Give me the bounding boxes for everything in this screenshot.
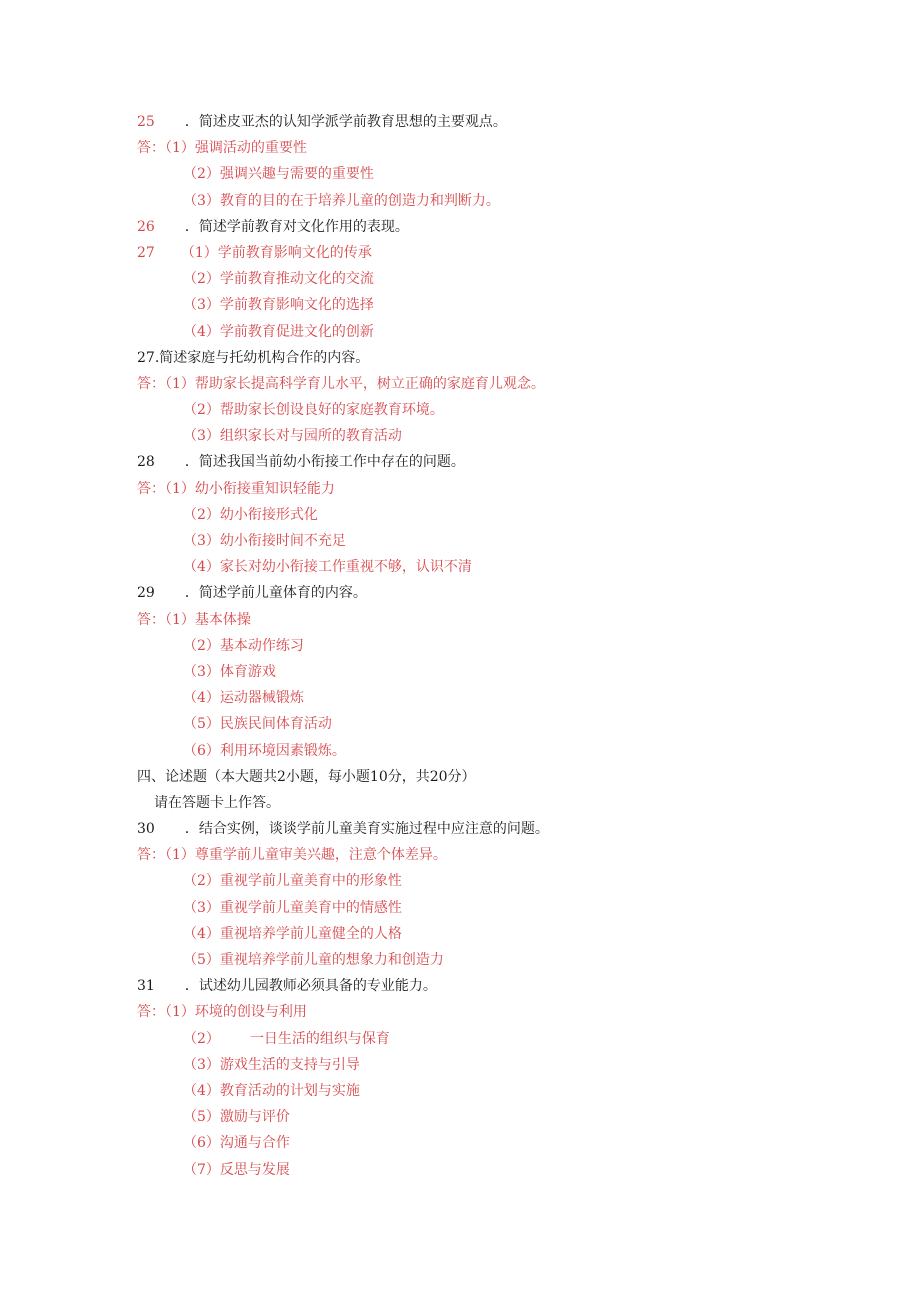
answer-30-item-4: （4）重视培养学前儿童健全的人格	[183, 925, 402, 942]
question-27: 27.简述家庭与托幼机构合作的内容。	[137, 349, 370, 366]
answer-26-item-3: （3）学前教育影响文化的选择	[183, 297, 374, 314]
section-instruction: 请在答题卡上作答。	[154, 794, 280, 811]
answer-29-item-4: （4）运动器械锻炼	[183, 690, 304, 707]
section-heading: 四、论述题（本大题共2小题，每小题10分，共20分）	[137, 768, 476, 785]
answer-text: （1）环境的创设与利用	[165, 1004, 307, 1021]
question-29	[0, 580, 920, 606]
answer-27-item-2: （2）帮助家长创设良好的家庭教育环境。	[183, 402, 444, 419]
answer-31-item-3: （3）游戏生活的支持与引导	[183, 1056, 360, 1073]
question-number: 30	[137, 821, 155, 838]
answer-30-item-1	[0, 842, 920, 868]
answer-text: （1）尊重学前儿童审美兴趣，注意个体差异。	[165, 847, 447, 864]
answer-31-item-2	[0, 1026, 920, 1052]
answer-27-item-3: （3）组织家长对与园所的教育活动	[183, 428, 402, 445]
answer-28-item-3: （3）幼小衔接时间不充足	[183, 533, 346, 549]
question-number: 29	[137, 585, 155, 602]
answer-26-item-2: （2）学前教育推动文化的交流	[183, 271, 374, 288]
answer-label: 答：	[137, 1004, 165, 1021]
answer-31-item-1	[0, 999, 920, 1025]
answer-31-item-6: （6）沟通与合作	[183, 1135, 290, 1152]
answer-label: 答：	[137, 480, 165, 497]
question-30	[0, 816, 920, 842]
question-26	[0, 214, 920, 240]
question-number: 26	[137, 218, 155, 235]
answer-30-item-3: （3）重视学前儿童美育中的情感性	[183, 899, 402, 916]
answer-label: 27	[137, 244, 155, 261]
answer-26-item-4: （4）学前教育促进文化的创新	[183, 323, 374, 340]
question-31	[0, 973, 920, 999]
question-text: ．试述幼儿园教师必须具备的专业能力。	[184, 978, 437, 995]
answer-28-item-2: （2）幼小衔接形式化	[183, 506, 318, 523]
answer-25-item-2: （2）强调兴趣与需要的重要性	[183, 166, 374, 183]
answer-text: （1）学前教育影响文化的传承	[180, 244, 372, 261]
question-25	[0, 109, 920, 135]
answer-text: （1）基本体操	[165, 611, 251, 628]
answer-28-item-1	[0, 476, 920, 502]
document-page	[0, 109, 920, 1183]
answer-text: （1）幼小衔接重知识轻能力	[165, 480, 335, 497]
answer-text: 一日生活的组织与保育	[249, 1030, 390, 1047]
answer-text: （1）帮助家长提高科学育儿水平，树立正确的家庭育儿观念。	[165, 375, 545, 392]
answer-31-item-4: （4）教育活动的计划与实施	[183, 1082, 360, 1099]
answer-text: （1）强调活动的重要性	[165, 140, 307, 157]
answer-27-item-1	[0, 371, 920, 397]
question-text: ．简述学前儿童体育的内容。	[184, 585, 367, 602]
answer-29-item-5: （5）民族民间体育活动	[183, 716, 332, 733]
answer-label: 答：	[137, 847, 165, 864]
answer-29-item-3: （3）体育游戏	[183, 663, 276, 680]
answer-25-item-1	[0, 135, 920, 161]
answer-label: 答：	[137, 611, 165, 628]
answer-25-item-3: （3）教育的目的在于培养儿童的创造力和判断力。	[183, 192, 500, 209]
answer-29-item-6: （6）利用环境因素锻炼。	[183, 742, 346, 759]
answer-29-item-2: （2）基本动作练习	[183, 637, 304, 654]
answer-label: 答：	[137, 375, 165, 392]
answer-28-item-4: （4）家长对幼小衔接工作重视不够，认识不清	[183, 559, 472, 576]
answer-31-item-5: （5）激励与评价	[183, 1109, 290, 1126]
question-number: 25	[137, 114, 155, 130]
answer-30-item-5: （5）重视培养学前儿童的想象力和创造力	[183, 952, 444, 968]
answer-31-item-7: （7）反思与发展	[183, 1161, 290, 1178]
answer-30-item-2: （2）重视学前儿童美育中的形象性	[183, 873, 402, 890]
question-text: ．简述学前教育对文化作用的表现。	[184, 218, 409, 235]
question-text: ．结合实例，谈谈学前儿童美育实施过程中应注意的问题。	[184, 821, 549, 838]
question-text: ．简述皮亚杰的认知学派学前教育思想的主要观点。	[184, 114, 507, 130]
question-28	[0, 449, 920, 475]
question-text: ．简述我国当前幼小衔接工作中存在的问题。	[184, 454, 465, 471]
question-number: 31	[137, 978, 155, 995]
answer-label: 答：	[137, 140, 165, 157]
question-number: 28	[137, 454, 155, 471]
answer-29-item-1	[0, 607, 920, 633]
answer-index: （2）	[183, 1030, 220, 1047]
answer-26-item-1	[0, 240, 920, 266]
